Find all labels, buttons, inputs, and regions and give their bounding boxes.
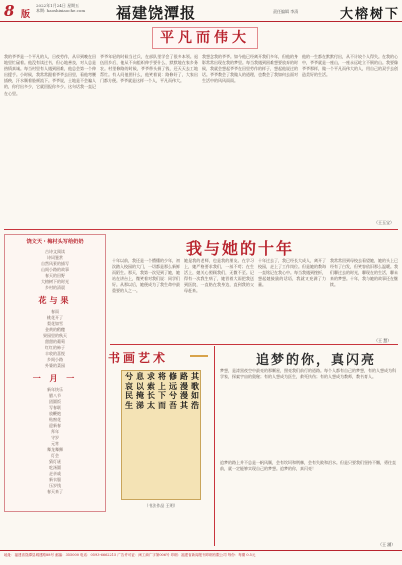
toc-title: 饶文天・梅村头写给奶奶 [26, 239, 84, 245]
toc-item: 丰收的喜悦 [45, 351, 65, 356]
calligraphy-column: 将上下而 [158, 371, 166, 410]
calligraphy-column: 求索长太 [147, 371, 155, 410]
toc-item: 春天来了 [47, 489, 63, 494]
page-number: 8 [4, 2, 15, 20]
toc-item: 红红的柿子 [45, 345, 65, 350]
toc-item: 古诗文阅读 [45, 249, 65, 254]
editor-line: 责任编辑 李清 [273, 9, 299, 14]
article2-col1: 十年以前，我还是一个懵懂的少年，初次踏入校园的大门，一切都是那么新鲜而陌生。那天，我第一次见到了她，她站在讲台上，微笑着对我们说：同学们好。从那以后，她便成为了我生命中最重要的人之一。 [112, 258, 180, 294]
divider-line [4, 229, 398, 230]
calligraphy-caption: （书法作品 王明） [144, 503, 178, 508]
toc-item: 守岁 [51, 435, 59, 440]
toc-item: 灯会 [51, 453, 59, 458]
masthead [0, 0, 402, 22]
toc-item: 新年快乐 [47, 387, 63, 392]
divider-line [110, 344, 398, 345]
calligraphy-column: 其歌如浩 [191, 371, 199, 410]
toc-item: 桃花开了 [47, 315, 63, 320]
toc-item: 梨花如雪 [47, 321, 63, 326]
toc-item: 乡间小路 [47, 357, 63, 362]
toc-heading-month: 一 月 一 [32, 373, 78, 383]
calligraphy-column: 兮哀民生 [125, 371, 133, 410]
article3-signature: （王 涵） [378, 542, 396, 547]
toc-item: 贴窗花 [49, 417, 61, 422]
toc-item: 自然风景的描写 [41, 261, 69, 266]
section-name: 大榕树下 [340, 7, 401, 22]
toc-item: 果园里的秋天 [43, 333, 67, 338]
article2-headline: 我与她的十年 [186, 239, 295, 258]
article2-signature: （王 慧） [374, 338, 392, 343]
toc-item: 吃汤圆 [49, 465, 61, 470]
article1-col2: 爷爷年轻的时候当过兵，在部队里学会了很多本领。退伍回乡后，他从不向组织伸手要什么，默默地在家乡务农。村里修路的时候，爷爷带头捐了钱，还天天去工地帮忙。有人问他图什么，他笑着说：路修好了，大家出门都方便。爷爷就是这样一个人，平凡而伟大。 [100, 54, 198, 84]
toc-item: 乡村的清晨 [45, 285, 65, 290]
toc-item: 甜甜的葡萄 [45, 339, 65, 344]
toc-heading-flowers: 花与果 [38, 295, 72, 305]
toc-item: 新衣服 [49, 477, 61, 482]
article2-col3: 十年过去了，我已经长大成人，离开了校园，走上了工作岗位。但是她的教诲一直铭记在我心中。每当我遇到挫折，想起她鼓励的话语，我就又充满了力量。 [258, 258, 326, 288]
toc-item: 压岁钱 [49, 483, 61, 488]
toc-item: 拜年 [51, 429, 59, 434]
article1-col4: 他的一生都在默默付出，从不计较个人得失。在我的心中，爷爷就是一座山，一座永远屹立不倒的山。我要像爷爷那样，做一个平凡而伟大的人，用自己的双手去创造美好的生活。 [302, 54, 398, 78]
calligraphy-column: 路漫漫其 [180, 371, 188, 410]
site-url: 本期: haoshixiaoche.com [36, 8, 86, 13]
calligraphy-heading [108, 347, 203, 364]
toc-item: 放鞭炮 [49, 411, 61, 416]
toc-item: 大榕树下的时光 [41, 279, 69, 284]
date-line [36, 3, 85, 13]
column-divider [214, 346, 215, 546]
toc-item: 腊八节 [49, 393, 61, 398]
calligraphy-column: 修远兮吾 [169, 371, 177, 410]
article1-headline-box [152, 27, 258, 49]
toc-item: 元宵 [51, 441, 59, 446]
article1-col1: 我的爷爷是一个平凡的人，日夜劳作，从早到晚在田地里忙碌着。他没有读过书，但心地善良，对人总是热情真诚。每当村里有人遇到困难，他总会第一个伸出援手。小时候，我常常跟着爷爷去田里，看他弯腰插秧，汗水顺着脸颊流下。爷爷说，土地是不会骗人的，你付出多少，它就回报你多少。这句话我一直记在心里。 [4, 54, 96, 96]
issue-date: 2022年1月24日 星期五 [36, 3, 80, 8]
page-unit: 版 [21, 10, 31, 20]
toc-item: 写春联 [49, 405, 61, 410]
article1-signature: （王玉宝） [374, 220, 394, 225]
footer-info: 地址：福建省饶潭县城建路88号 邮编：355000 电话：0593-6662215 广告许可证：闽工商广字第006号 印刷：福建省新闻报刊印刷有限公司 每份：每期 0.5元 [0, 550, 402, 561]
article2-col2: 她是我的老师，也是我的朋友。在学习上，她严格要求我们，一丝不苟；在生活上，她关心照顾我们，无微不至。记得有一次我生病了，她冒着大雨把我送到医院，一直陪在我身边，直到我的父母赶来。 [184, 258, 254, 294]
toc-item: 金黄的稻穗 [45, 327, 65, 332]
decoration-stroke [190, 355, 208, 357]
calligraphy-title: 书画艺术 [108, 351, 169, 365]
article3-headline: 追梦的你，真闪亮 [256, 353, 377, 368]
toc-item: 春雨 [51, 309, 59, 314]
article3-col1: 梦想，是漆黑夜空中最亮的那颗星，照亮我们前行的道路。每个人都有自己的梦想，有的人想成为科学家，探索宇宙的奥秘；有的人想成为医生，救死扶伤；有的人想成为教师，教书育人。 [220, 368, 396, 380]
toc-item: 诗词鉴赏 [47, 255, 63, 260]
article1-headline: 平凡而伟大 [160, 30, 250, 46]
article3-col2: 追梦的路上并不总是一帆风顺，会有坎坷和荆棘，会有失败和泪水。但是只要我们坚持不懈，勇往直前，就一定能够实现自己的梦想。追梦的你，真闪亮！ [220, 460, 396, 472]
toc-box [4, 234, 106, 512]
toc-item: 走亲戚 [49, 471, 61, 476]
article1-col3: 我想念我的爷爷。如今他已经离开我们多年，但他的身影常常出现在我的梦里。每当我遇到困难想要放弃的时候，我就会想起爷爷在田里劳作的样子，想起他说过的话。爷爷教会了我做人的道理，也教会了我如何去面对生活中的风风雨雨。 [202, 54, 298, 84]
toc-item: 山间小路的故事 [41, 267, 69, 272]
toc-item: 外婆的菜园 [45, 363, 65, 368]
toc-item: 春天的田野 [45, 273, 65, 278]
paper-name: 福建饶潭报 [116, 4, 197, 22]
toc-item: 团圆饭 [49, 399, 61, 404]
toc-item: 舞龙舞狮 [47, 447, 63, 452]
calligraphy-column: 息以掩涕 [136, 371, 144, 410]
toc-item: 迎新春 [49, 423, 61, 428]
article2-col4: 我常常回到母校去看望她，她的头上已经有了白发，但笑容依旧那么温暖。我们聊过去的时光，聊现在的生活，聊未来的梦想。十年，我与她的故事还在继续。 [330, 258, 398, 288]
toc-item: 猜灯谜 [49, 459, 61, 464]
